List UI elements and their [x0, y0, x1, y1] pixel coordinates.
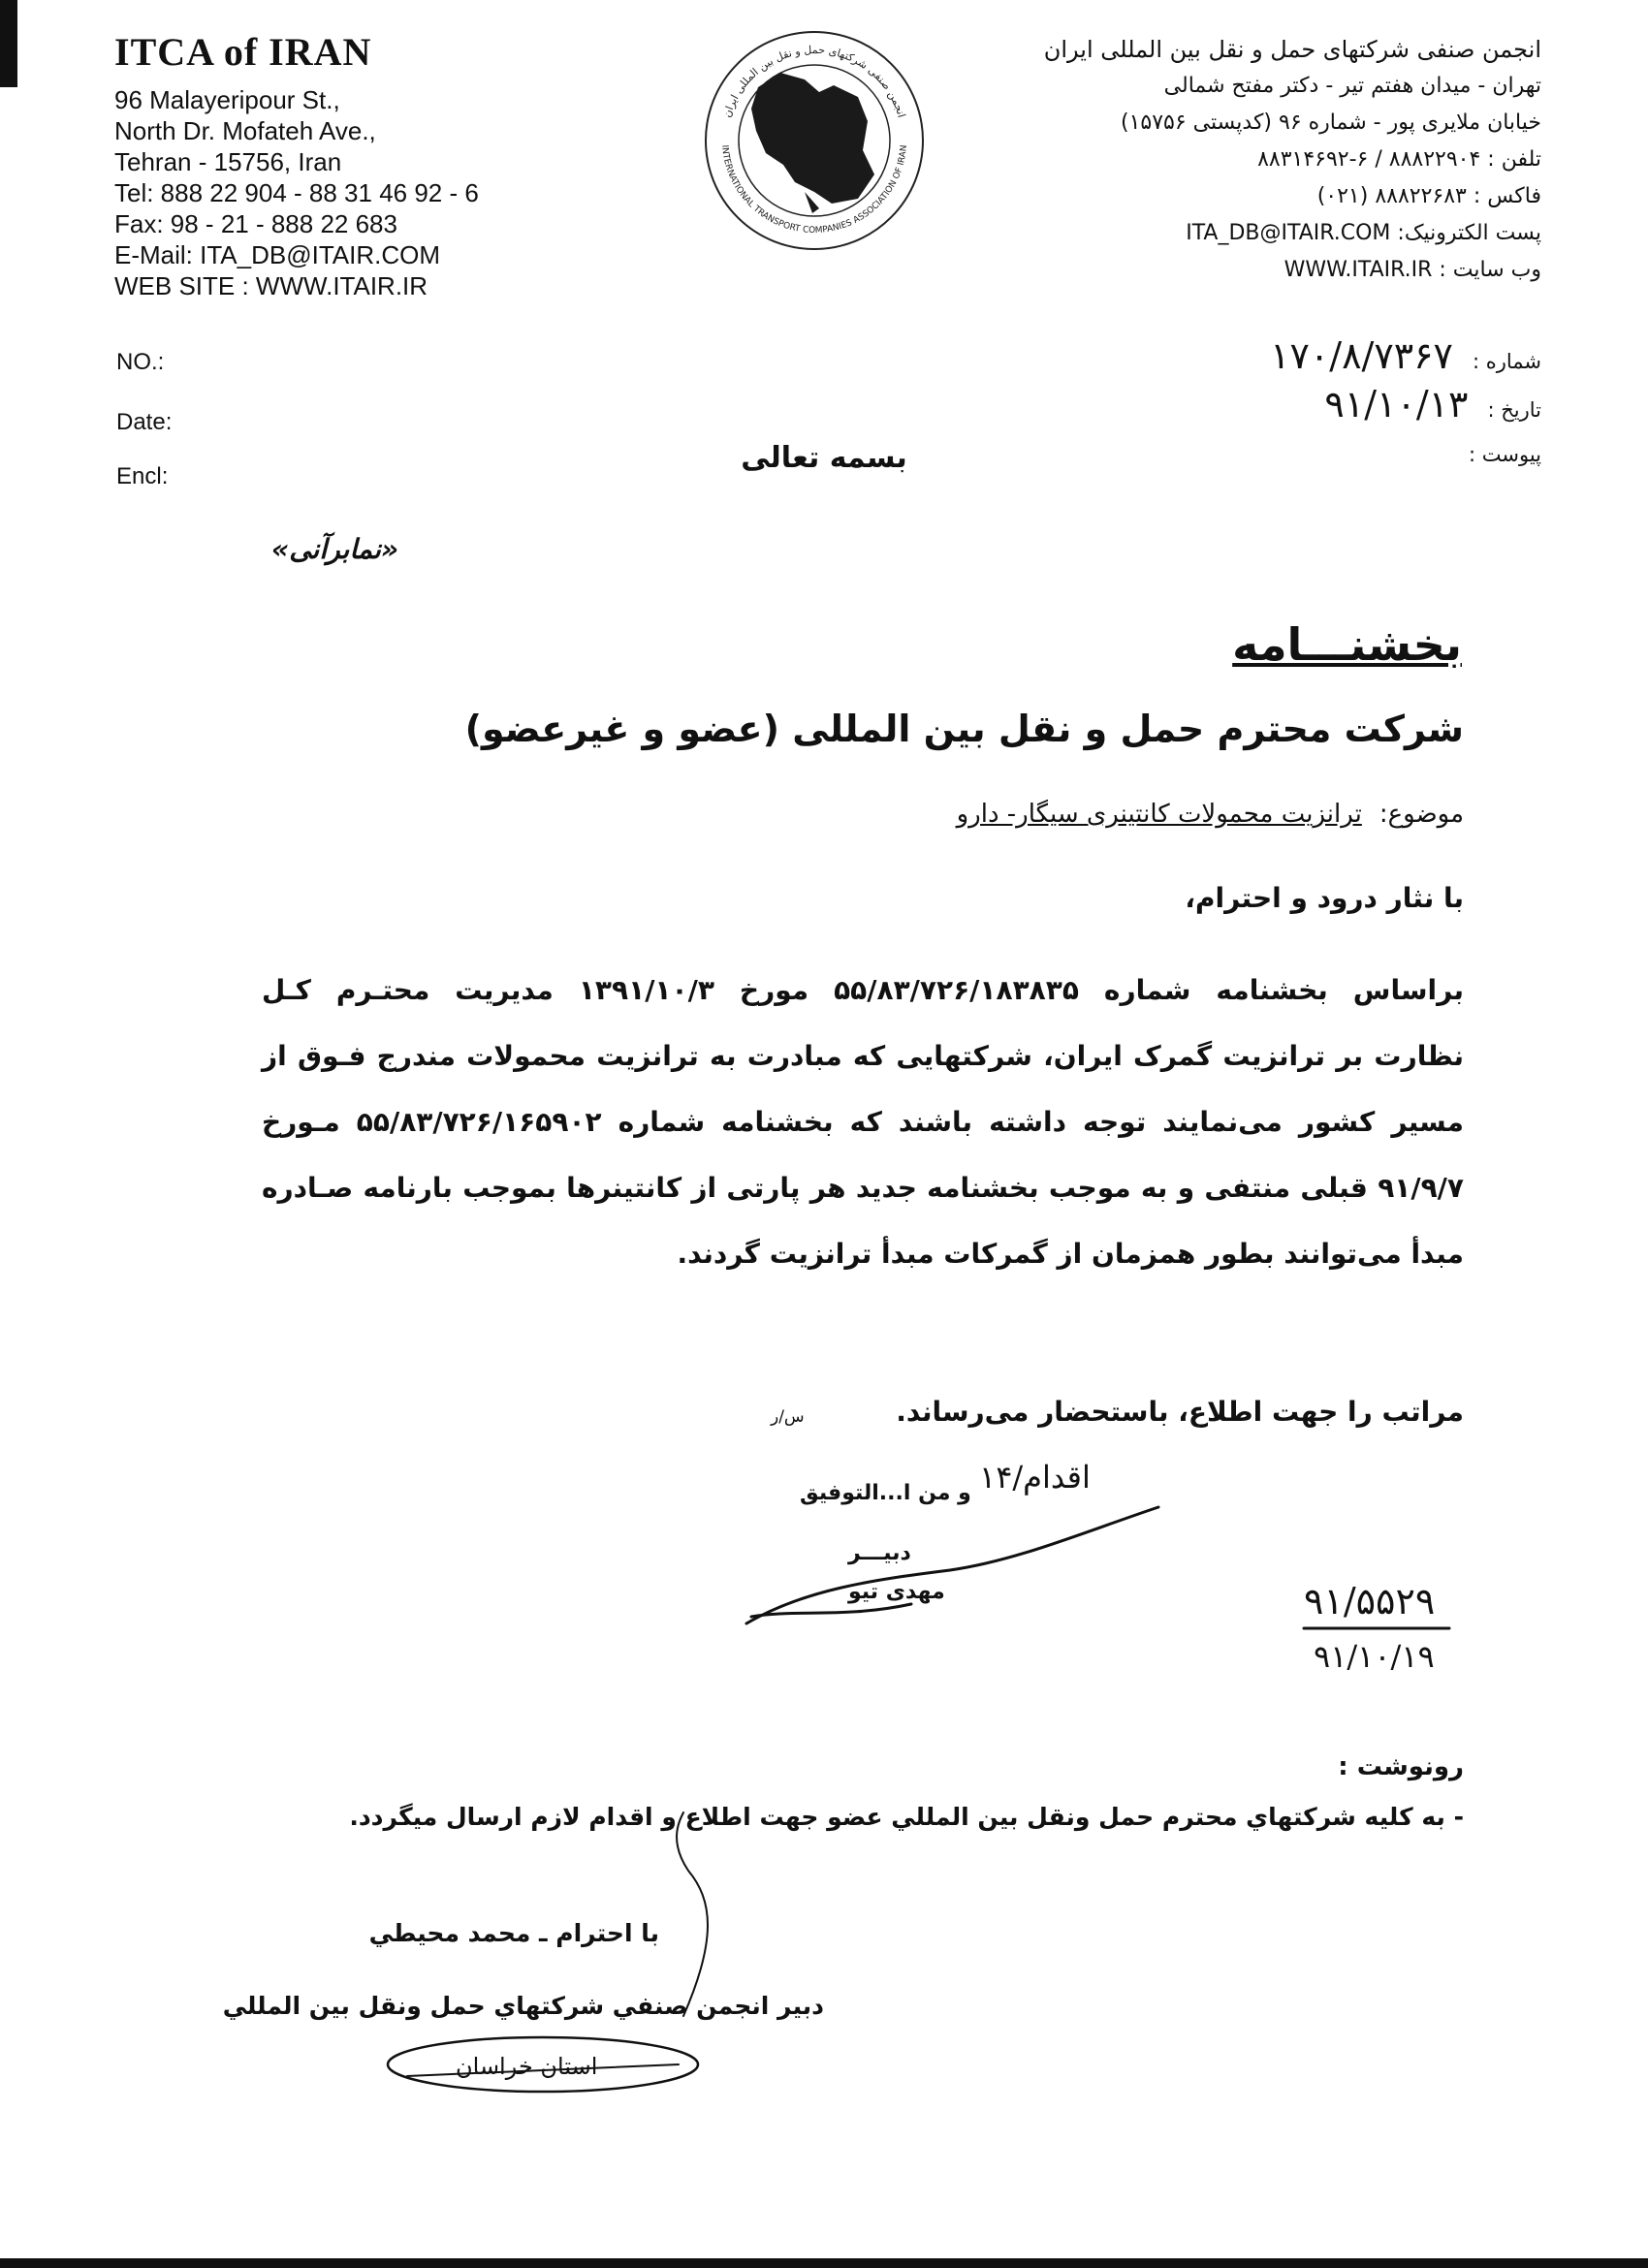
- handwritten-action-tag: ۱۴/اقدام: [979, 1459, 1091, 1496]
- website-fa: وب سایت : WWW.ITAIR.IR: [1284, 258, 1541, 282]
- body-line-3: مسیر کشور می‌نمایند توجه داشته باشند که بخشنامه شماره ۵۵/۸۳/۷۲۶/۱۶۵۹۰۲ مـورخ: [262, 1106, 1464, 1138]
- stamp-cross-line: [407, 2064, 679, 2076]
- website-line: WEB SITE : WWW.ITAIR.IR: [114, 271, 428, 300]
- number-label: شماره :: [1472, 350, 1541, 373]
- subject-label: موضوع:: [1379, 800, 1464, 829]
- signer-role: دبیـــر: [848, 1541, 911, 1565]
- tel-fa: تلفن : ۸۸۸۲۲۹۰۴ / ۶-۸۸۳۱۴۶۹۲: [1257, 147, 1541, 172]
- logo-ring-fa: انجمن صنفی شرکتهای حمل و نقل بین المللی ایران: [720, 43, 908, 119]
- typist-initials: س/ر: [771, 1407, 805, 1427]
- address-line-2: North Dr. Mofateh Ave.,: [114, 116, 376, 145]
- footer-signer-title: دبير انجمن صنفي شركتهاي حمل ونقل بين المللي: [222, 1992, 824, 2020]
- address-fa-2: خیابان ملایری پور - شماره ۹۶ (کدپستی ۱۵۷۵۶): [1121, 110, 1541, 135]
- signature-stroke: [746, 1507, 1158, 1623]
- date-label: Date:: [116, 409, 173, 435]
- fax-line: Fax: 98 - 21 - 888 22 683: [114, 209, 397, 238]
- no-label: NO.:: [116, 349, 165, 375]
- stamp-oval: [388, 2037, 698, 2092]
- cc-title: رونوشت :: [1338, 1752, 1464, 1781]
- fax-fa: فاکس : ۸۸۸۲۲۶۸۳ (۰۲۱): [1316, 184, 1541, 208]
- logo-ring-en: INTERNATIONAL TRANSPORT COMPANIES ASSOCIATION OF IRAN: [719, 144, 909, 236]
- body-line-1: براساس بخشنامه شماره ۵۵/۸۳/۷۲۶/۱۸۳۸۳۵ مورخ ۱۳۹۱/۱۰/۳ مدیریت محتـرم کـل: [262, 974, 1465, 1006]
- encl-label: Encl:: [116, 463, 169, 489]
- address-fa-1: تهران - میدان هفتم تیر - دکتر مفتح شمالی: [1163, 74, 1541, 98]
- brand-name: ITCA of IRAN: [114, 30, 372, 74]
- stamp-text: استان خراسان: [456, 2053, 598, 2080]
- number-value: ۱۷۰/۸/۷۳۶۷: [1270, 334, 1453, 377]
- footer-signature-curve: [677, 1812, 708, 2016]
- email-line: E-Mail: ITA_DB@ITAIR.COM: [114, 240, 441, 269]
- fax-note: «نمابرآنی»: [271, 533, 399, 565]
- org-name-fa: انجمن صنفی شرکتهای حمل و نقل بین المللی ایران: [1043, 36, 1541, 63]
- signer-name: مهدی تیو: [848, 1580, 945, 1604]
- subject-value: ترانزیت محمولات کانتینری سیگار- دارو: [956, 800, 1362, 829]
- body-line-2: نظارت بر ترانزیت گمرک ایران، شرکتهایی که مبادرت به ترانزیت محمولات مندرج فـوق از: [262, 1040, 1464, 1072]
- tel-line: Tel: 888 22 904 - 88 31 46 92 - 6: [114, 178, 479, 207]
- body-line-5: مبدأ می‌توانند بطور همزمان از گمرکات مبدأ ترانزیت گردند.: [677, 1238, 1464, 1270]
- date-label-fa: تاریخ :: [1487, 398, 1541, 422]
- attachment-label: پیوست :: [1469, 443, 1541, 466]
- recipient: شرکت محترم حمل و نقل بین المللی (عضو و غیرعضو): [464, 708, 1464, 750]
- greeting: با نثار درود و احترام،: [1185, 882, 1464, 914]
- circular-title: بخشنـــامه: [1232, 618, 1462, 671]
- basmala: بسمه تعالی: [741, 441, 907, 475]
- tawfiq-text: و من ا...التوفیق: [800, 1481, 971, 1505]
- cc-item: - به كليه شركتهاي محترم حمل ونقل بين المللي عضو جهت اطلاع و اقدام لازم ارسال ميگردد.: [349, 1803, 1464, 1831]
- footer-regards: با احترام ـ محمد محيطي: [368, 1919, 659, 1947]
- handwritten-ref-number: ۹۱/۵۵۲۹: [1304, 1580, 1436, 1622]
- scan-bottom-edge: [0, 2258, 1648, 2268]
- body-line-4: ۹۱/۹/۷ قبلی منتفی و به موجب بخشنامه جدید هر پارتی از کانتینرها بموجب بارنامه صـادره: [262, 1172, 1464, 1204]
- email-fa: پست الکترونیک: ITA_DB@ITAIR.COM: [1186, 221, 1541, 245]
- address-line-1: 96 Malayeripour St.,: [114, 85, 340, 114]
- address-line-3: Tehran - 15756, Iran: [114, 147, 342, 176]
- handwritten-ref-date: ۹۱/۱۰/۱۹: [1314, 1638, 1435, 1675]
- date-value: ۹۱/۱۰/۱۳: [1324, 383, 1469, 425]
- closing-line: مراتب را جهت اطلاع، باستحضار می‌رساند.: [896, 1396, 1464, 1428]
